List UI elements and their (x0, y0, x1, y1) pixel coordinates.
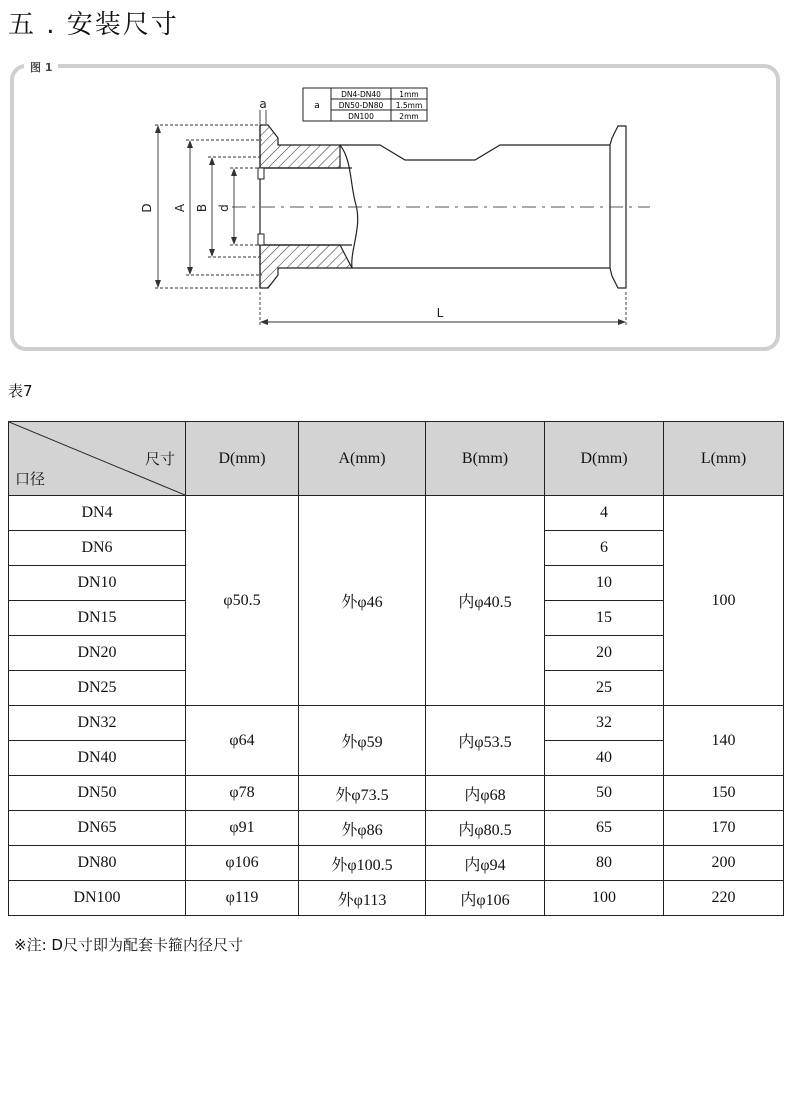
dim-label: d (217, 204, 231, 212)
legend-value: 1mm (399, 90, 419, 99)
cell-nominal-size: DN20 (9, 636, 186, 671)
cell-L: 150 (664, 776, 784, 811)
dim-label: D (140, 203, 154, 213)
table-row (9, 811, 784, 846)
cell-d: 80 (545, 846, 664, 881)
legend-value: 2mm (399, 112, 419, 121)
cell-d: 32 (545, 706, 664, 741)
cell-B: 内φ68 (426, 776, 545, 811)
table-header-row (9, 422, 784, 496)
table-row (9, 846, 784, 881)
cell-nominal-size: DN40 (9, 741, 186, 776)
cell-B: 内φ106 (426, 881, 545, 916)
column-header: A(mm) (299, 422, 426, 496)
cell-L: 200 (664, 846, 784, 881)
cell-D: φ119 (186, 881, 299, 916)
legend-key: a (314, 101, 320, 111)
cell-A: 外φ113 (299, 881, 426, 916)
cell-nominal-size: DN15 (9, 601, 186, 636)
cell-L: 140 (664, 706, 784, 776)
cell-d: 25 (545, 671, 664, 706)
cell-d: 100 (545, 881, 664, 916)
cell-D: φ78 (186, 776, 299, 811)
cell-D: φ106 (186, 846, 299, 881)
dim-label: a (259, 97, 267, 111)
table-row (9, 496, 784, 531)
cell-A: 外φ100.5 (299, 846, 426, 881)
footnote: ※注: D尺寸即为配套卡箍内径尺寸 (14, 936, 243, 954)
cell-A: 外φ59 (299, 706, 426, 776)
cell-D: φ91 (186, 811, 299, 846)
section-title: 五 . 安装尺寸 (8, 10, 179, 40)
legend-table (303, 88, 427, 121)
figure-label: 图 1 (24, 59, 58, 75)
corner-bottom-label: 口径 (15, 470, 46, 488)
cell-d: 50 (545, 776, 664, 811)
table-row (9, 881, 784, 916)
cell-A: 外φ73.5 (299, 776, 426, 811)
dimension-table (8, 421, 784, 916)
cell-B: 内φ53.5 (426, 706, 545, 776)
cell-D: φ50.5 (186, 496, 299, 706)
cell-nominal-size: DN100 (9, 881, 186, 916)
column-header: L(mm) (664, 422, 784, 496)
cell-d: 20 (545, 636, 664, 671)
corner-header (9, 422, 186, 496)
cell-A: 外φ86 (299, 811, 426, 846)
cell-d: 10 (545, 566, 664, 601)
pipe-body (232, 125, 650, 288)
cell-nominal-size: DN25 (9, 671, 186, 706)
cell-nominal-size: DN65 (9, 811, 186, 846)
cell-nominal-size: DN80 (9, 846, 186, 881)
corner-top-label: 尺寸 (144, 450, 175, 468)
cell-nominal-size: DN6 (9, 531, 186, 566)
cell-d: 6 (545, 531, 664, 566)
cell-d: 4 (545, 496, 664, 531)
dim-label: A (173, 203, 187, 213)
cell-nominal-size: DN50 (9, 776, 186, 811)
cell-L: 170 (664, 811, 784, 846)
legend-range: DN4-DN40 (341, 90, 381, 99)
column-header: D(mm) (545, 422, 664, 496)
cell-nominal-size: DN32 (9, 706, 186, 741)
cell-d: 15 (545, 601, 664, 636)
dim-label: B (195, 203, 209, 213)
cell-d: 65 (545, 811, 664, 846)
table-row (9, 706, 784, 741)
table-caption: 表7 (8, 382, 33, 400)
cell-d: 40 (545, 741, 664, 776)
column-header: B(mm) (426, 422, 545, 496)
dimension-lines (155, 110, 626, 326)
cell-D: φ64 (186, 706, 299, 776)
legend-range: DN100 (348, 112, 374, 121)
cell-L: 220 (664, 881, 784, 916)
cell-nominal-size: DN4 (9, 496, 186, 531)
table-row (9, 776, 784, 811)
cell-B: 内φ40.5 (426, 496, 545, 706)
pipe-drawing (0, 0, 800, 360)
dimension-arrows (155, 125, 626, 325)
dim-label: L (436, 306, 444, 320)
cell-nominal-size: DN10 (9, 566, 186, 601)
cell-B: 内φ94 (426, 846, 545, 881)
column-header: D(mm) (186, 422, 299, 496)
cell-A: 外φ46 (299, 496, 426, 706)
legend-value: 1.5mm (395, 101, 423, 110)
cell-L: 100 (664, 496, 784, 706)
legend-range: DN50-DN80 (338, 101, 384, 110)
cell-B: 内φ80.5 (426, 811, 545, 846)
